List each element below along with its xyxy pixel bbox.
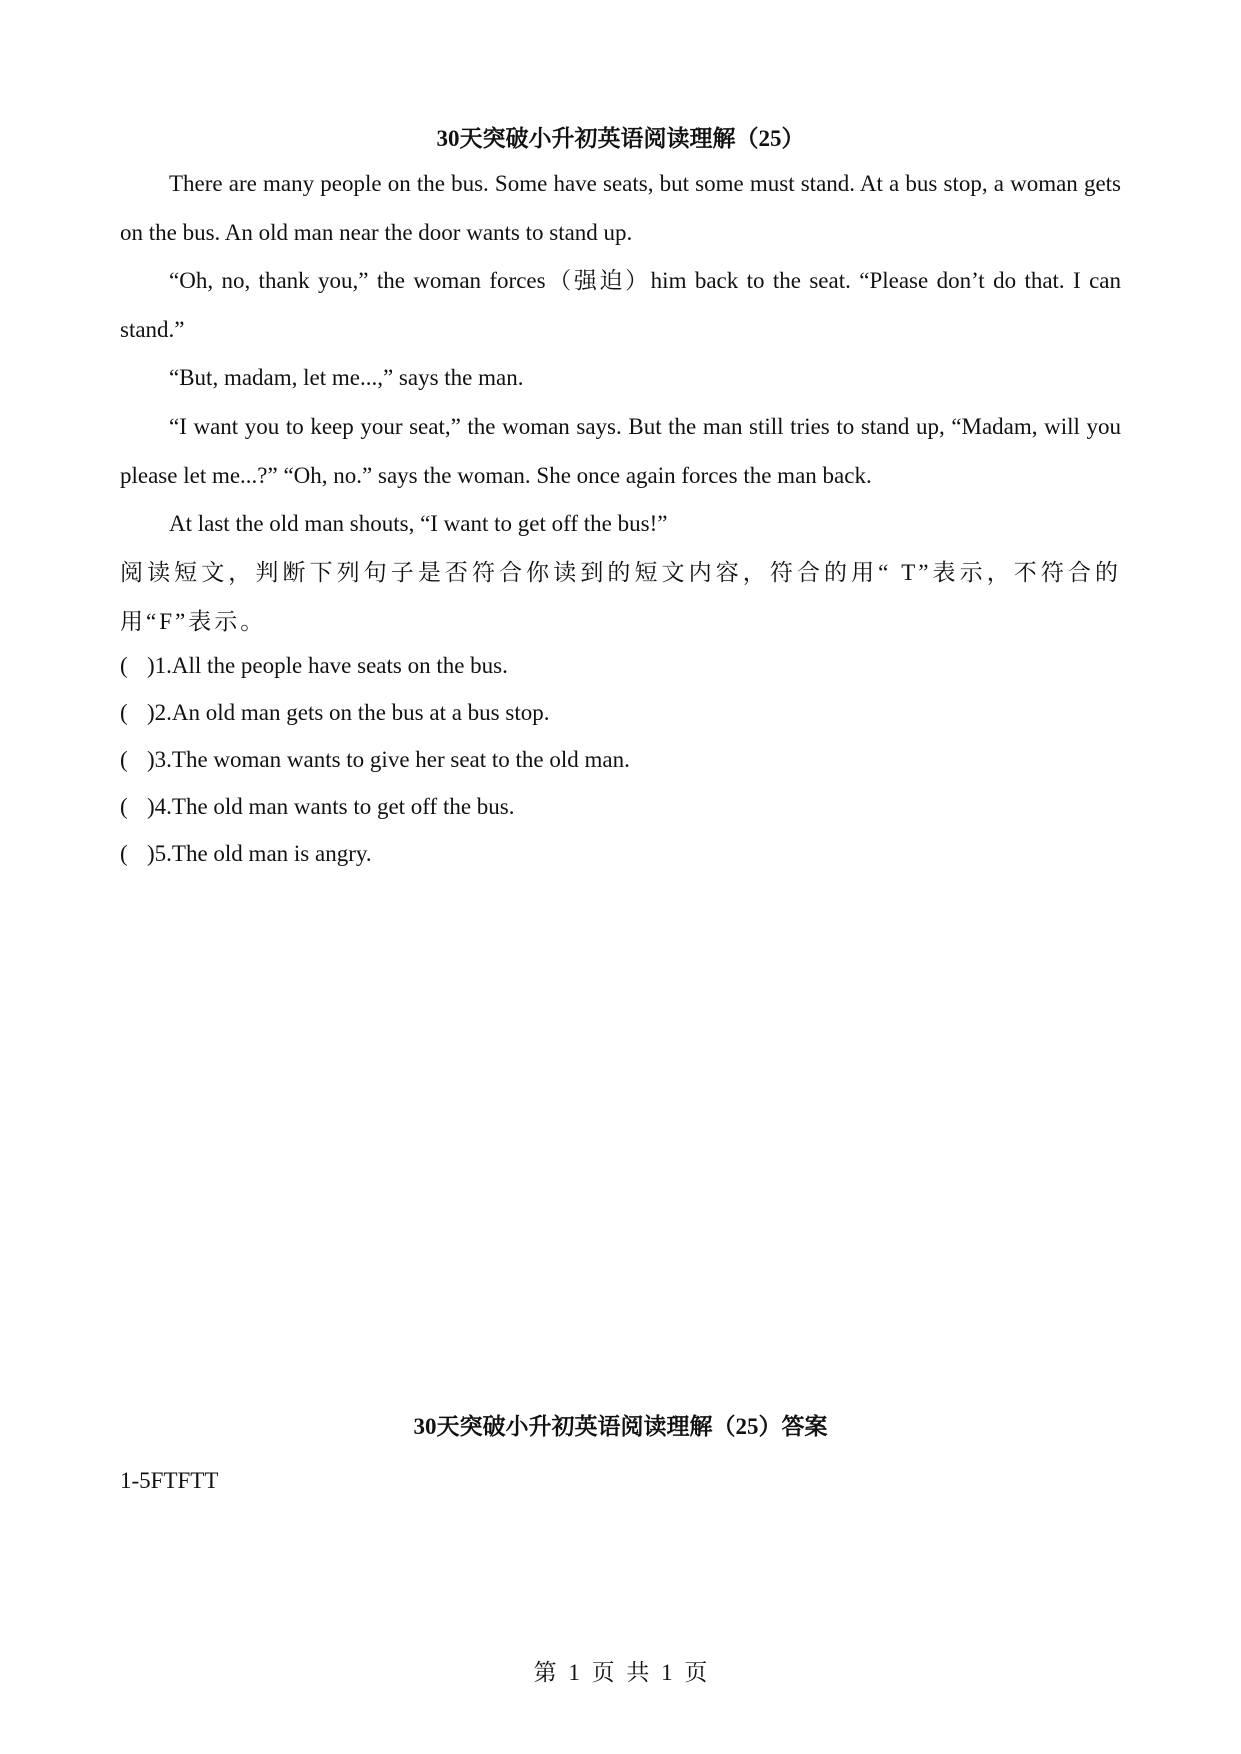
page-footer: 第 1 页 共 1 页 (533, 1660, 708, 1685)
question-5 (120, 838, 1121, 870)
answer-blank: ( (120, 794, 128, 819)
question-text: )2.An old man gets on the bus at a bus stop. (147, 700, 550, 725)
question-2 (120, 697, 1121, 729)
answer-title: 30天突破小升初英语阅读理解（25）答案 (413, 1414, 828, 1439)
question-text: )1.All the people have seats on the bus. (147, 653, 508, 678)
passage-paragraph-4: “I want you to keep your seat,” the woman says. But the man still tries to stand up, “Madam, will you please let me...?” “Oh, no.” says the woman. She once again forces the man back. (120, 414, 1121, 488)
instruction-text: 阅读短文，判断下列句子是否符合你读到的短文内容，符合的用“ T”表示，不符合的用“F”表示。 (120, 560, 1121, 634)
question-text: )4.The old man wants to get off the bus. (147, 794, 515, 819)
question-1 (120, 650, 1121, 682)
page-title: 30天突破小升初英语阅读理解（25） (436, 126, 805, 151)
answer-text: 1-5FTFTT (120, 1468, 219, 1493)
question-3 (120, 744, 1121, 776)
passage-paragraph-2: “Oh, no, thank you,” the woman forces（强迫）him back to the seat. “Please don’t do that. I can stand.” (120, 268, 1121, 342)
answer-blank: ( (120, 747, 128, 772)
passage-paragraph-1: There are many people on the bus. Some have seats, but some must stand. At a bus stop, a woman gets on the bus. An old man near the door wants to stand up. (120, 171, 1121, 245)
passage-paragraph-5: At last the old man shouts, “I want to get off the bus!” (169, 511, 668, 536)
question-4 (120, 791, 1121, 823)
answer-blank: ( (120, 841, 128, 866)
question-text: )5.The old man is angry. (147, 841, 372, 866)
answer-blank: ( (120, 653, 128, 678)
passage-paragraph-3: “But, madam, let me...,” says the man. (169, 365, 524, 390)
answer-blank: ( (120, 700, 128, 725)
question-text: )3.The woman wants to give her seat to the old man. (147, 747, 630, 772)
